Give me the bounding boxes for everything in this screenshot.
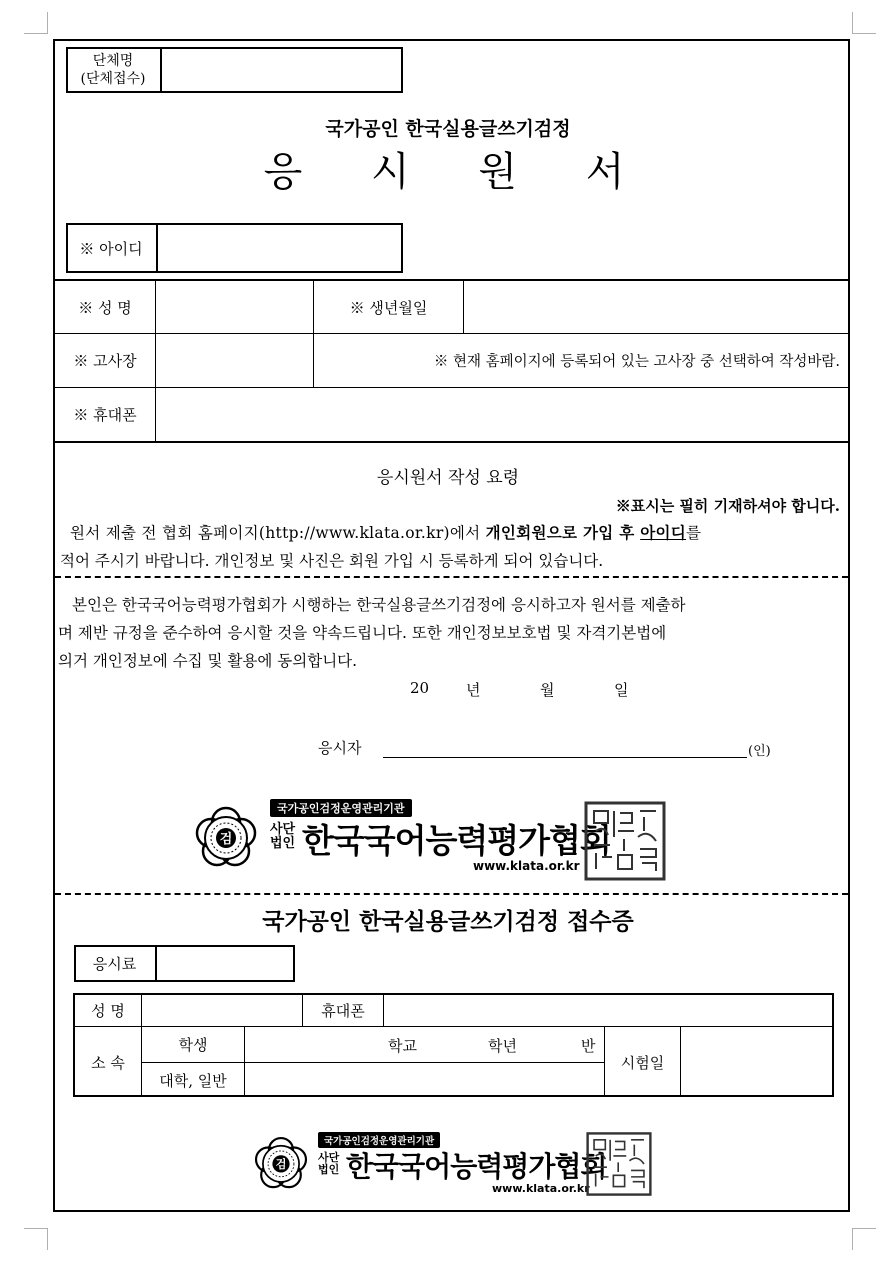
- applicant-label: 응시자: [318, 739, 362, 757]
- class-unit: 반: [581, 1037, 596, 1055]
- crop-mark: [852, 33, 876, 34]
- dashed-divider: [55, 893, 848, 895]
- date-day-unit: 일: [614, 681, 629, 699]
- association-logo: [250, 1128, 670, 1200]
- seal-label: (인): [748, 744, 771, 759]
- pledge-line2: 며 제반 규정을 준수하여 응시할 것을 약속드립니다. 또한 개인정보보호법 및 자격기본법에: [58, 624, 667, 642]
- site-label: ※ 고사장: [73, 352, 137, 370]
- receipt-name-field[interactable]: [144, 996, 300, 1024]
- logo-url: www.klata.or.kr: [473, 859, 580, 873]
- id-label: ※ 아이디: [79, 239, 143, 258]
- svg-text:검: 검: [275, 1158, 287, 1172]
- site-note: ※ 현재 홈페이지에 등록되어 있는 고사장 중 선택하여 작성바람.: [433, 354, 840, 370]
- crop-mark: [852, 12, 853, 34]
- receipt-phone-field[interactable]: [386, 996, 830, 1024]
- official-seal-icon: [586, 1131, 652, 1197]
- logo-org-name: 한국국어능력평가협회: [302, 821, 611, 860]
- name-label: ※ 성 명: [78, 298, 132, 317]
- general-label: 대학, 일반: [159, 1071, 227, 1090]
- logo-tagline: 국가공인검정운영관리기관: [270, 799, 412, 817]
- receipt-phone-label: 휴대폰: [321, 1002, 365, 1020]
- name-field[interactable]: [158, 283, 310, 331]
- general-field[interactable]: [247, 1065, 602, 1095]
- emblem-icon: [190, 801, 262, 873]
- crop-mark: [47, 1228, 48, 1250]
- logo-corp: 사단 법인: [318, 1151, 340, 1176]
- official-seal-icon: [584, 801, 666, 881]
- receipt-name-label: 성 명: [91, 1002, 125, 1020]
- svg-text:검: 검: [219, 832, 233, 847]
- pledge-line3: 의거 개인정보에 수집 및 활용에 동의합니다.: [58, 652, 358, 670]
- fee-field[interactable]: [158, 948, 292, 979]
- required-note: ※표시는 필히 기재하셔야 합니다.: [615, 497, 840, 515]
- grade-unit: 학년: [488, 1037, 517, 1055]
- pledge-line1: 본인은 한국국어능력평가협회가 시행하는 한국실용글쓰기검정에 응시하고자 원서를 제출하: [72, 596, 686, 614]
- site-field[interactable]: [158, 336, 310, 385]
- form-subtitle: 국가공인 한국실용글쓰기검정: [325, 118, 571, 140]
- crop-mark: [852, 1228, 853, 1250]
- crop-mark: [47, 12, 48, 34]
- date-year: 20: [410, 679, 430, 697]
- instructions-line2: 적어 주시기 바랍니다. 개인정보 및 사진은 회원 가입 시 등록하게 되어 있습니다.: [60, 552, 604, 570]
- dashed-divider: [55, 576, 848, 578]
- group-name-field[interactable]: [164, 50, 399, 90]
- crop-mark: [24, 33, 48, 34]
- logo-org-name: 한국국어능력평가협회: [346, 1150, 607, 1183]
- receipt-title: 국가공인 한국실용글쓰기검정 접수증: [262, 909, 634, 935]
- phone-field[interactable]: [158, 390, 846, 439]
- crop-mark: [24, 1228, 48, 1229]
- logo-url: www.klata.or.kr: [492, 1182, 590, 1195]
- logo-tagline: 국가공인검정운영관리기관: [318, 1132, 440, 1148]
- logo-corp: 사단 법인: [270, 822, 296, 851]
- exam-date-label: 시험일: [620, 1053, 665, 1072]
- form-title: 응 시 원 서: [263, 149, 653, 195]
- student-label: 학생: [178, 1036, 208, 1054]
- date-year-unit: 년: [466, 681, 481, 699]
- group-name-label: 단체명 (단체접수): [80, 53, 146, 87]
- birth-label: ※ 생년월일: [349, 298, 428, 317]
- association-logo: [190, 797, 670, 881]
- date-month-unit: 월: [540, 681, 555, 699]
- phone-label: ※ 휴대폰: [73, 406, 137, 424]
- id-field[interactable]: [160, 226, 399, 270]
- applicant-signature-line[interactable]: [383, 757, 747, 758]
- affiliation-label: 소 속: [91, 1053, 125, 1072]
- exam-date-field[interactable]: [683, 1030, 831, 1094]
- birth-field[interactable]: [466, 283, 846, 331]
- instructions-line1: 원서 제출 전 협회 홈페이지(http://www.klata.or.kr)에서 개인회원으로 가입 후 아이디를: [70, 523, 702, 542]
- instructions-heading: 응시원서 작성 요령: [376, 468, 520, 488]
- fee-label: 응시료: [92, 955, 137, 973]
- crop-mark: [852, 1228, 876, 1229]
- emblem-icon: [250, 1132, 312, 1194]
- school-unit: 학교: [388, 1037, 417, 1055]
